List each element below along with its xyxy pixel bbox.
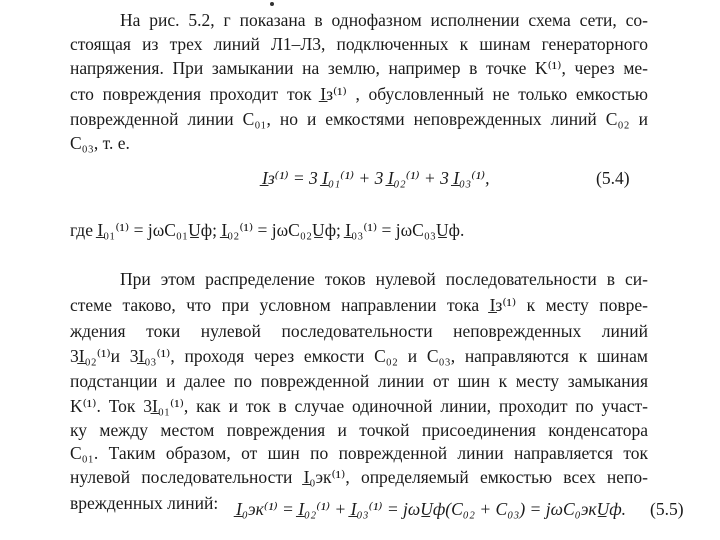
decorative-dot [270, 2, 274, 6]
paragraph2-line-8: C₀₁. Таким образом, от шин по поврежденной линии направляется ток [70, 443, 648, 463]
equation-5-4-formula: I̲з⁽¹⁾ = 3 I̲₀₁⁽¹⁾ + 3 I̲₀₂⁽¹⁾ + 3 I̲₀₃⁽¹⁾, [262, 168, 490, 188]
paragraph1-line-1: На рис. 5.2, г показана в однофазном исполнении схема сети, со- [120, 10, 648, 30]
paragraph2-line-10: врежденных линий: [70, 493, 219, 513]
paragraph1-line-4: сто повреждения проходит ток I̲з⁽¹⁾ , обусловленный не только емкостью [70, 84, 648, 104]
paragraph2-line-9: нулевой последовательности I̲₀эк⁽¹⁾, определяемый емкостью всех непо- [70, 467, 648, 487]
paragraph1-line-5: поврежденной линии C₀₁, но и емкостями неповрежденных линий C₀₂ и [70, 109, 648, 129]
paragraph2-line-5: подстанции и далее по поврежденной линии от шин к месту замыкания [70, 371, 648, 391]
paragraph1-line-3: напряжения. При замыкании на землю, например в точке K⁽¹⁾, через ме- [70, 58, 648, 78]
equation-5-5-number: (5.5) [650, 499, 684, 519]
paragraph2-line-2: стеме таково, что при условном направлении тока I̲з⁽¹⁾ к месту повре- [70, 295, 648, 315]
equation-5-4-number: (5.4) [596, 168, 630, 188]
paragraph2-line-1: При этом распределение токов нулевой последовательности в си- [120, 269, 648, 289]
paragraph1-line-2: стоящая из трех линий Л1–Л3, подключенных к шинам генераторного [70, 34, 648, 54]
where-definitions: где I̲₀₁⁽¹⁾ = jωC₀₁U̲ф; I̲₀₂⁽¹⁾ = jωC₀₂U̲ф; I̲₀₃⁽¹⁾ = jωC₀₃U̲ф. [70, 220, 465, 240]
paragraph2-line-4: 3I̲₀₂⁽¹⁾и 3I̲₀₃⁽¹⁾, проходя через емкости C₀₂ и C₀₃, направляются к шинам [70, 346, 648, 366]
paragraph1-line-6: C₀₃, т. е. [70, 133, 130, 153]
equation-5-5-formula: I̲₀эк⁽¹⁾ = I̲₀₂⁽¹⁾ + I̲₀₃⁽¹⁾ = jωU̲ф(C₀₂ + C₀₃) = jωC₀экU̲ф. [236, 499, 627, 519]
paragraph2-line-6: K⁽¹⁾. Ток 3I̲₀₁⁽¹⁾, как и ток в случае одиночной линии, проходит по участ- [70, 396, 648, 416]
paragraph2-line-3: ждения токи нулевой последовательности неповрежденных линий [70, 321, 648, 341]
paragraph2-line-7: ку между местом повреждения и точкой присоединения конденсатора [70, 420, 648, 440]
